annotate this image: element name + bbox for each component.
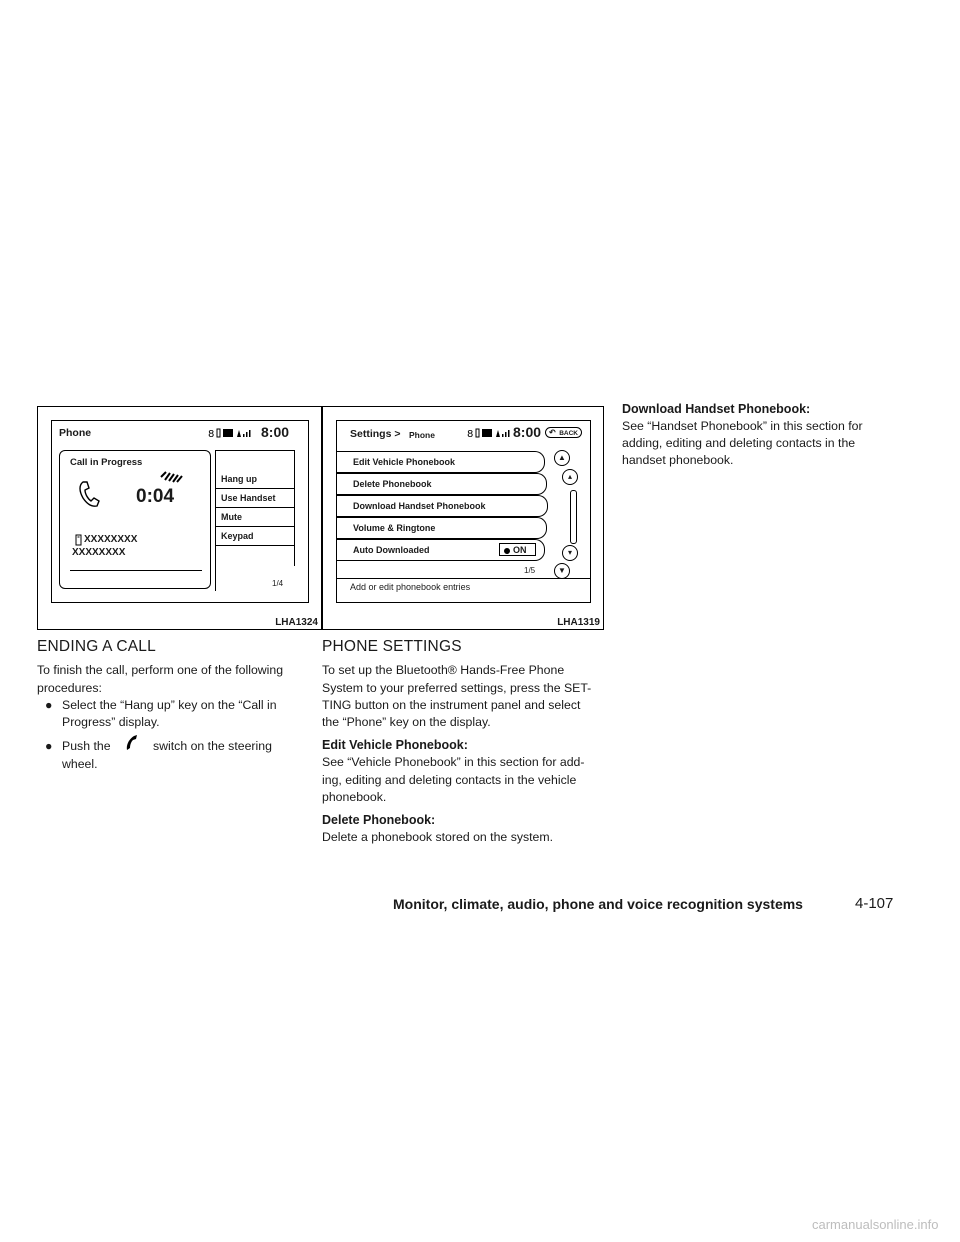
svg-text:8: 8: [208, 429, 216, 439]
auto-downloaded-item[interactable]: [337, 539, 545, 561]
phone-device-icon: [75, 534, 83, 546]
settings-heading: PHONE SETTINGS: [322, 638, 462, 655]
bullet-dot: ●: [45, 739, 53, 753]
settings-p1-line-4: the “Phone” key on the display.: [322, 715, 491, 729]
scroll-top-icon[interactable]: ▲: [554, 450, 570, 466]
divider: [70, 570, 202, 571]
ending-bullet-1-line-1: Select the “Hang up” key on the “Call in: [62, 698, 277, 712]
call-label: Call in Progress: [70, 457, 143, 468]
figure-id: LHA1319: [557, 617, 600, 628]
edit-vehicle-phonebook-item[interactable]: Edit Vehicle Phonebook: [337, 451, 545, 473]
scroll-bottom-icon[interactable]: ▼: [554, 563, 570, 579]
mute-button[interactable]: Mute: [216, 508, 294, 527]
ending-bullet-2-line-2: wheel.: [62, 757, 98, 771]
delete-phonebook-heading: Delete Phonebook:: [322, 813, 436, 827]
footer-page-number: 4-107: [855, 895, 894, 912]
edit-vehicle-phonebook-heading: Edit Vehicle Phonebook:: [322, 738, 468, 752]
screen-time: 8:00: [261, 424, 290, 440]
figure-phone-call: [37, 406, 322, 630]
hint-bar: [337, 578, 590, 579]
status-icons: [208, 427, 254, 442]
status-icons: [467, 427, 513, 442]
caller-name: XXXXXXXX: [84, 534, 138, 545]
signal-battery-icon: [467, 427, 513, 439]
edit-line-3: phonebook.: [322, 790, 387, 804]
call-timer: 0:04: [136, 486, 175, 507]
phone-screen: [51, 420, 309, 603]
caller-number: XXXXXXXX: [72, 547, 126, 558]
phone-switch-icon: [124, 733, 140, 751]
download-line-1: See “Handset Phonebook” in this section for: [622, 419, 863, 433]
download-line-3: handset phonebook.: [622, 453, 734, 467]
settings-p1-line-2: System to your preferred settings, press the SET-: [322, 681, 592, 695]
menu-left-rule: [215, 565, 216, 591]
handset-icon: [77, 479, 103, 509]
settings-p1-line-3: TING button on the instrument panel and select: [322, 698, 581, 712]
page-indicator: 1/4: [272, 579, 284, 588]
back-label: BACK: [559, 430, 578, 437]
auto-downloaded-toggle[interactable]: [499, 543, 536, 556]
ending-intro-2: procedures:: [37, 681, 102, 695]
edit-line-2: ing, editing and deleting contacts in the vehicle: [322, 773, 577, 787]
keypad-button[interactable]: Keypad: [216, 527, 294, 546]
figure-id: LHA1324: [275, 617, 318, 628]
screen-title: Settings >: [350, 428, 401, 440]
signal-waves-icon: [158, 469, 184, 483]
settings-p1-line-1: To set up the Bluetooth® Hands-Free Phone: [322, 663, 565, 677]
scrollbar-track[interactable]: [570, 490, 577, 544]
figure-phone-settings: [322, 406, 604, 630]
screen-subtitle: Phone: [409, 430, 435, 440]
ending-bullet-2-pre: Push the: [62, 739, 111, 753]
volume-ringtone-item[interactable]: Volume & Ringtone: [337, 517, 547, 539]
settings-screen: [336, 420, 591, 603]
ending-bullet-1-line-2: Progress” display.: [62, 715, 160, 729]
delete-phonebook-item[interactable]: Delete Phonebook: [337, 473, 547, 495]
download-line-2: adding, editing and deleting contacts in the: [622, 436, 856, 450]
delete-line-1: Delete a phonebook stored on the system.: [322, 830, 554, 844]
toggle-dot-icon: [504, 548, 510, 554]
screen-title: Phone: [59, 427, 92, 439]
phone-menu: [215, 450, 295, 566]
screen-time: 8:00: [513, 424, 542, 440]
ending-heading: ENDING A CALL: [37, 638, 156, 655]
auto-downloaded-label: Auto Downloaded: [353, 545, 430, 555]
download-handset-heading: Download Handset Phonebook:: [622, 402, 811, 416]
scroll-down-icon[interactable]: ▾: [562, 545, 578, 561]
footer-section-title: Monitor, climate, audio, phone and voice recognition systems: [393, 896, 803, 912]
ending-bullet-2-post: switch on the steering: [153, 739, 272, 753]
bullet-dot: ●: [45, 698, 53, 712]
svg-text:8: 8: [467, 429, 475, 439]
signal-battery-icon: [208, 427, 254, 439]
watermark: carmanualsonline.info: [812, 1217, 939, 1232]
download-handset-phonebook-item[interactable]: Download Handset Phonebook: [337, 495, 548, 517]
hang-up-button[interactable]: Hang up: [216, 470, 294, 489]
hint-text: Add or edit phonebook entries: [350, 582, 471, 592]
toggle-label: ON: [513, 545, 527, 555]
scroll-up-icon[interactable]: ▴: [562, 469, 578, 485]
call-in-progress-panel: [59, 450, 211, 589]
use-handset-button[interactable]: Use Handset: [216, 489, 294, 508]
page-indicator: 1/5: [524, 566, 536, 575]
back-arrow-icon: ↶: [549, 428, 556, 437]
back-button[interactable]: [545, 427, 582, 438]
ending-intro-1: To finish the call, perform one of the following: [37, 663, 284, 677]
edit-line-1: See “Vehicle Phonebook” in this section for add-: [322, 755, 585, 769]
